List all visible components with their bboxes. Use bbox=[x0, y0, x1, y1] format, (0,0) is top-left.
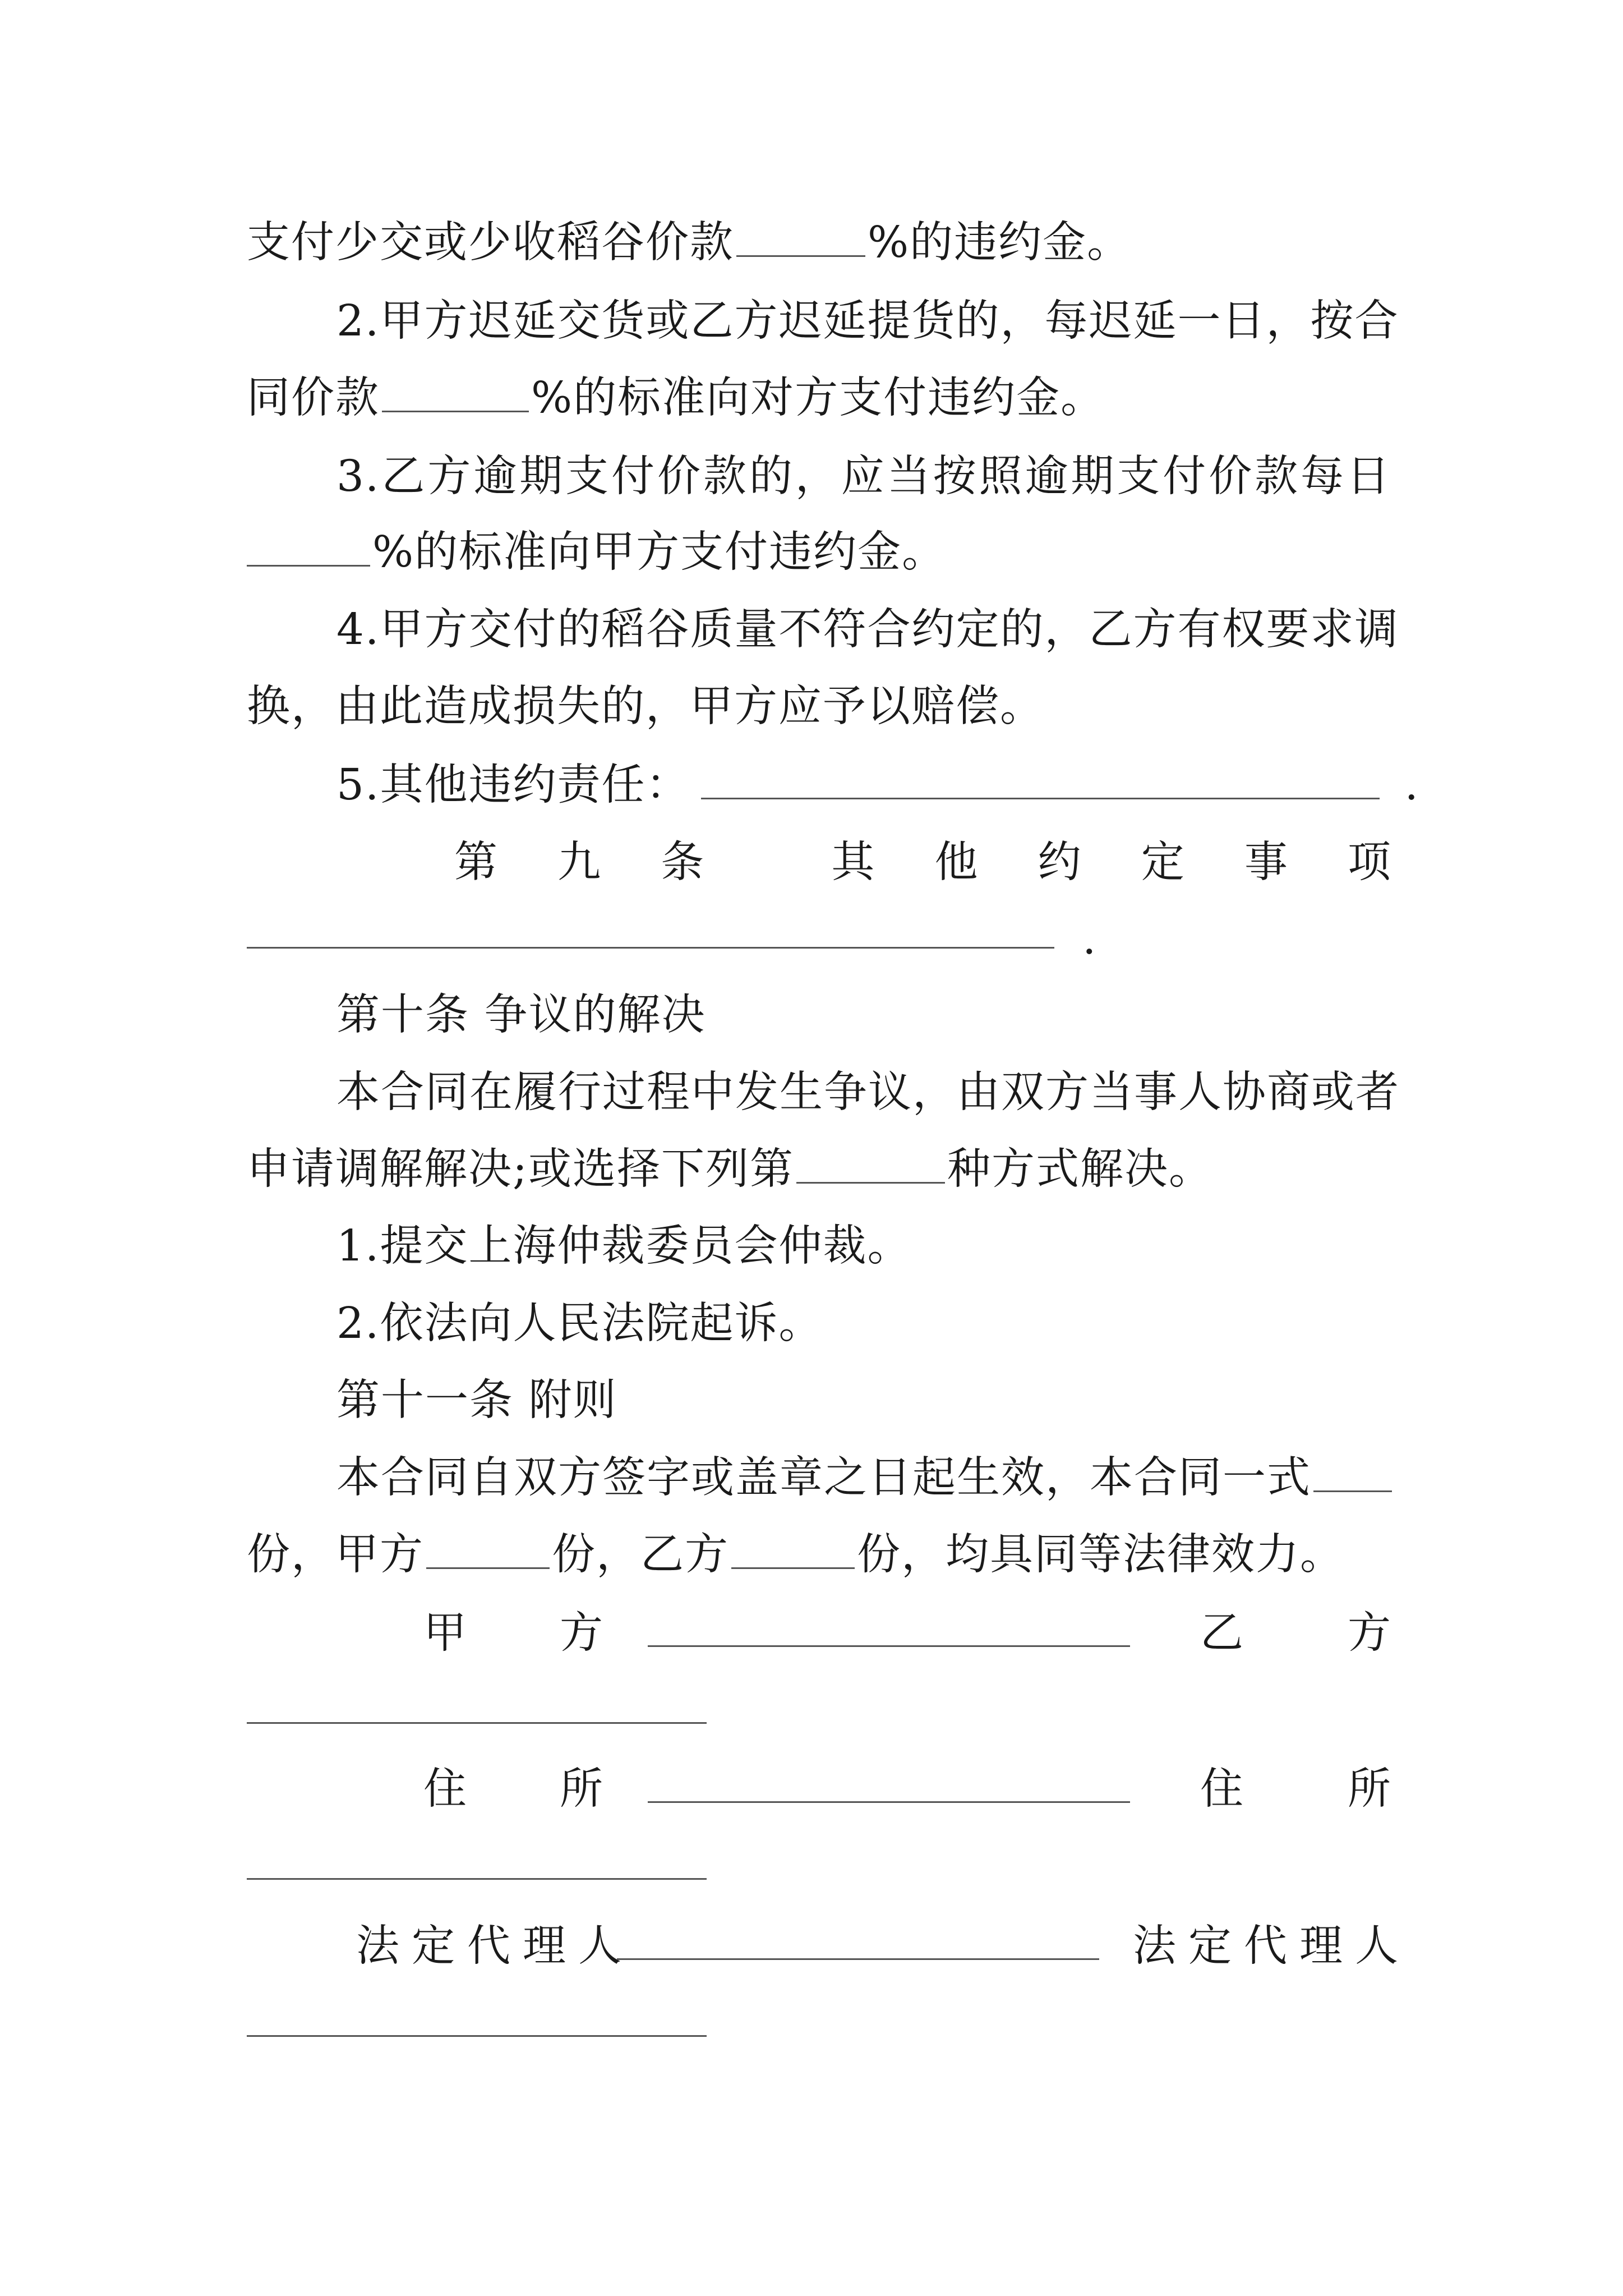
clause-3-text-end: %的标准向甲方支付违约金。 bbox=[372, 527, 947, 577]
dispute-option-2 bbox=[336, 1296, 823, 1352]
rep-a-label bbox=[356, 1918, 634, 1975]
clause-4-line-1 bbox=[336, 602, 1399, 658]
other-liability-blank[interactable] bbox=[701, 763, 1380, 799]
clause-5-line bbox=[336, 757, 1419, 813]
article-9-char: 第 bbox=[454, 838, 497, 887]
clause-2-line-1 bbox=[336, 293, 1399, 349]
party-b-blank[interactable] bbox=[247, 1722, 707, 1724]
delay-rate-blank[interactable] bbox=[382, 376, 529, 412]
article-9-end bbox=[1082, 912, 1097, 968]
address-a-blank[interactable] bbox=[648, 1801, 1130, 1803]
party-a-blank[interactable] bbox=[648, 1645, 1130, 1647]
party-b-char: 方 bbox=[1348, 1608, 1391, 1658]
address-b-blank[interactable] bbox=[247, 1878, 707, 1880]
article-11-heading bbox=[336, 1373, 617, 1429]
party-a-char: 甲 bbox=[423, 1608, 467, 1658]
party-a-char: 方 bbox=[560, 1608, 603, 1658]
overdue-rate-blank[interactable] bbox=[247, 530, 370, 567]
rep-a-text: 法定代理人 bbox=[356, 1921, 634, 1971]
article-11-title: 第十一条 附则 bbox=[336, 1375, 617, 1425]
arbitration-option: 1.提交上海仲裁委员会仲裁。 bbox=[336, 1221, 912, 1271]
penalty-text-end: %的违约金。 bbox=[868, 218, 1132, 268]
clause-2-text-start: 同价款 bbox=[247, 373, 380, 423]
dispute-text-start: 申请调解解决;或选择下列第 bbox=[247, 1144, 794, 1194]
clause-3-line-1 bbox=[336, 449, 1391, 505]
rep-a-blank[interactable] bbox=[617, 1958, 1099, 1960]
copies-total-blank[interactable] bbox=[1313, 1456, 1392, 1492]
dispute-line-2 bbox=[247, 1142, 1213, 1198]
copies-a-blank[interactable] bbox=[426, 1533, 550, 1569]
clause-5-end: . bbox=[1404, 760, 1419, 810]
copies-end-text: 份，均具同等法律效力。 bbox=[857, 1530, 1344, 1580]
article-9-char: 事 bbox=[1244, 838, 1288, 887]
penalty-rate-blank[interactable] bbox=[736, 220, 865, 257]
address-a-char: 住 bbox=[423, 1764, 467, 1814]
article-9-char: 定 bbox=[1141, 838, 1184, 887]
dispute-text: 本合同在履行过程中发生争议，由双方当事人协商或者 bbox=[336, 1068, 1400, 1117]
rep-b-text: 法定代理人 bbox=[1133, 1921, 1410, 1971]
rep-b-label bbox=[1133, 1918, 1410, 1975]
copies-b-blank[interactable] bbox=[731, 1533, 855, 1569]
other-matters-blank[interactable] bbox=[247, 947, 1054, 949]
dispute-line-1 bbox=[336, 1065, 1400, 1121]
article-9-char: 他 bbox=[934, 838, 978, 887]
article-9-char: 约 bbox=[1038, 838, 1081, 887]
supplement-line-2 bbox=[247, 1527, 1344, 1583]
dispute-option-1 bbox=[336, 1218, 911, 1274]
address-b-label bbox=[1200, 1761, 1391, 1818]
other-liability-label: 5.其他违约责任： bbox=[336, 760, 690, 810]
party-b-char: 乙 bbox=[1200, 1608, 1243, 1658]
clause-4-line-2 bbox=[247, 679, 1044, 735]
address-a-char: 所 bbox=[560, 1764, 603, 1814]
article-9-char: 九 bbox=[557, 838, 601, 887]
article-9-char: 其 bbox=[831, 838, 875, 887]
clause-2-line-2 bbox=[247, 370, 1105, 426]
clause-2-text: 2.甲方迟延交货或乙方迟延提货的，每迟延一日，按合 bbox=[336, 296, 1399, 346]
article-9-char: 条 bbox=[661, 838, 704, 887]
clause-2-text-end: %的标准向对方支付违约金。 bbox=[531, 373, 1105, 423]
article-10-title: 第十条 争议的解决 bbox=[336, 990, 706, 1040]
party-a-label bbox=[423, 1605, 603, 1662]
address-b-char: 住 bbox=[1200, 1764, 1243, 1814]
address-a-label bbox=[423, 1761, 603, 1818]
lawsuit-option: 2.依法向人民法院起诉。 bbox=[336, 1299, 823, 1349]
supplement-text: 本合同自双方签字或盖章之日起生效，本合同一式 bbox=[336, 1453, 1311, 1503]
clause-4-text-end: 换，由此造成损失的，甲方应予以赔偿。 bbox=[247, 682, 1044, 731]
clause-3-line-2 bbox=[247, 524, 946, 581]
supplement-line-1 bbox=[336, 1450, 1394, 1506]
copies-b-label: 份，乙方 bbox=[552, 1530, 729, 1580]
article-9-period: . bbox=[1082, 914, 1098, 964]
article-10-heading bbox=[336, 987, 706, 1043]
rep-b-blank[interactable] bbox=[247, 2035, 707, 2037]
penalty-text-start: 支付少交或少收稻谷价款 bbox=[247, 218, 734, 268]
copies-a-label: 份，甲方 bbox=[247, 1530, 424, 1580]
party-b-label bbox=[1200, 1605, 1391, 1662]
dispute-method-blank[interactable] bbox=[796, 1147, 945, 1184]
text-line-1 bbox=[247, 215, 1131, 271]
clause-3-text: 3.乙方逾期支付价款的，应当按照逾期支付价款每日 bbox=[336, 452, 1391, 501]
article-9-char: 项 bbox=[1348, 838, 1391, 887]
article-9-heading bbox=[454, 835, 1391, 891]
address-b-char: 所 bbox=[1348, 1764, 1391, 1814]
clause-4-text: 4.甲方交付的稻谷质量不符合约定的，乙方有权要求调 bbox=[336, 605, 1399, 655]
dispute-text-end: 种方式解决。 bbox=[947, 1144, 1213, 1194]
